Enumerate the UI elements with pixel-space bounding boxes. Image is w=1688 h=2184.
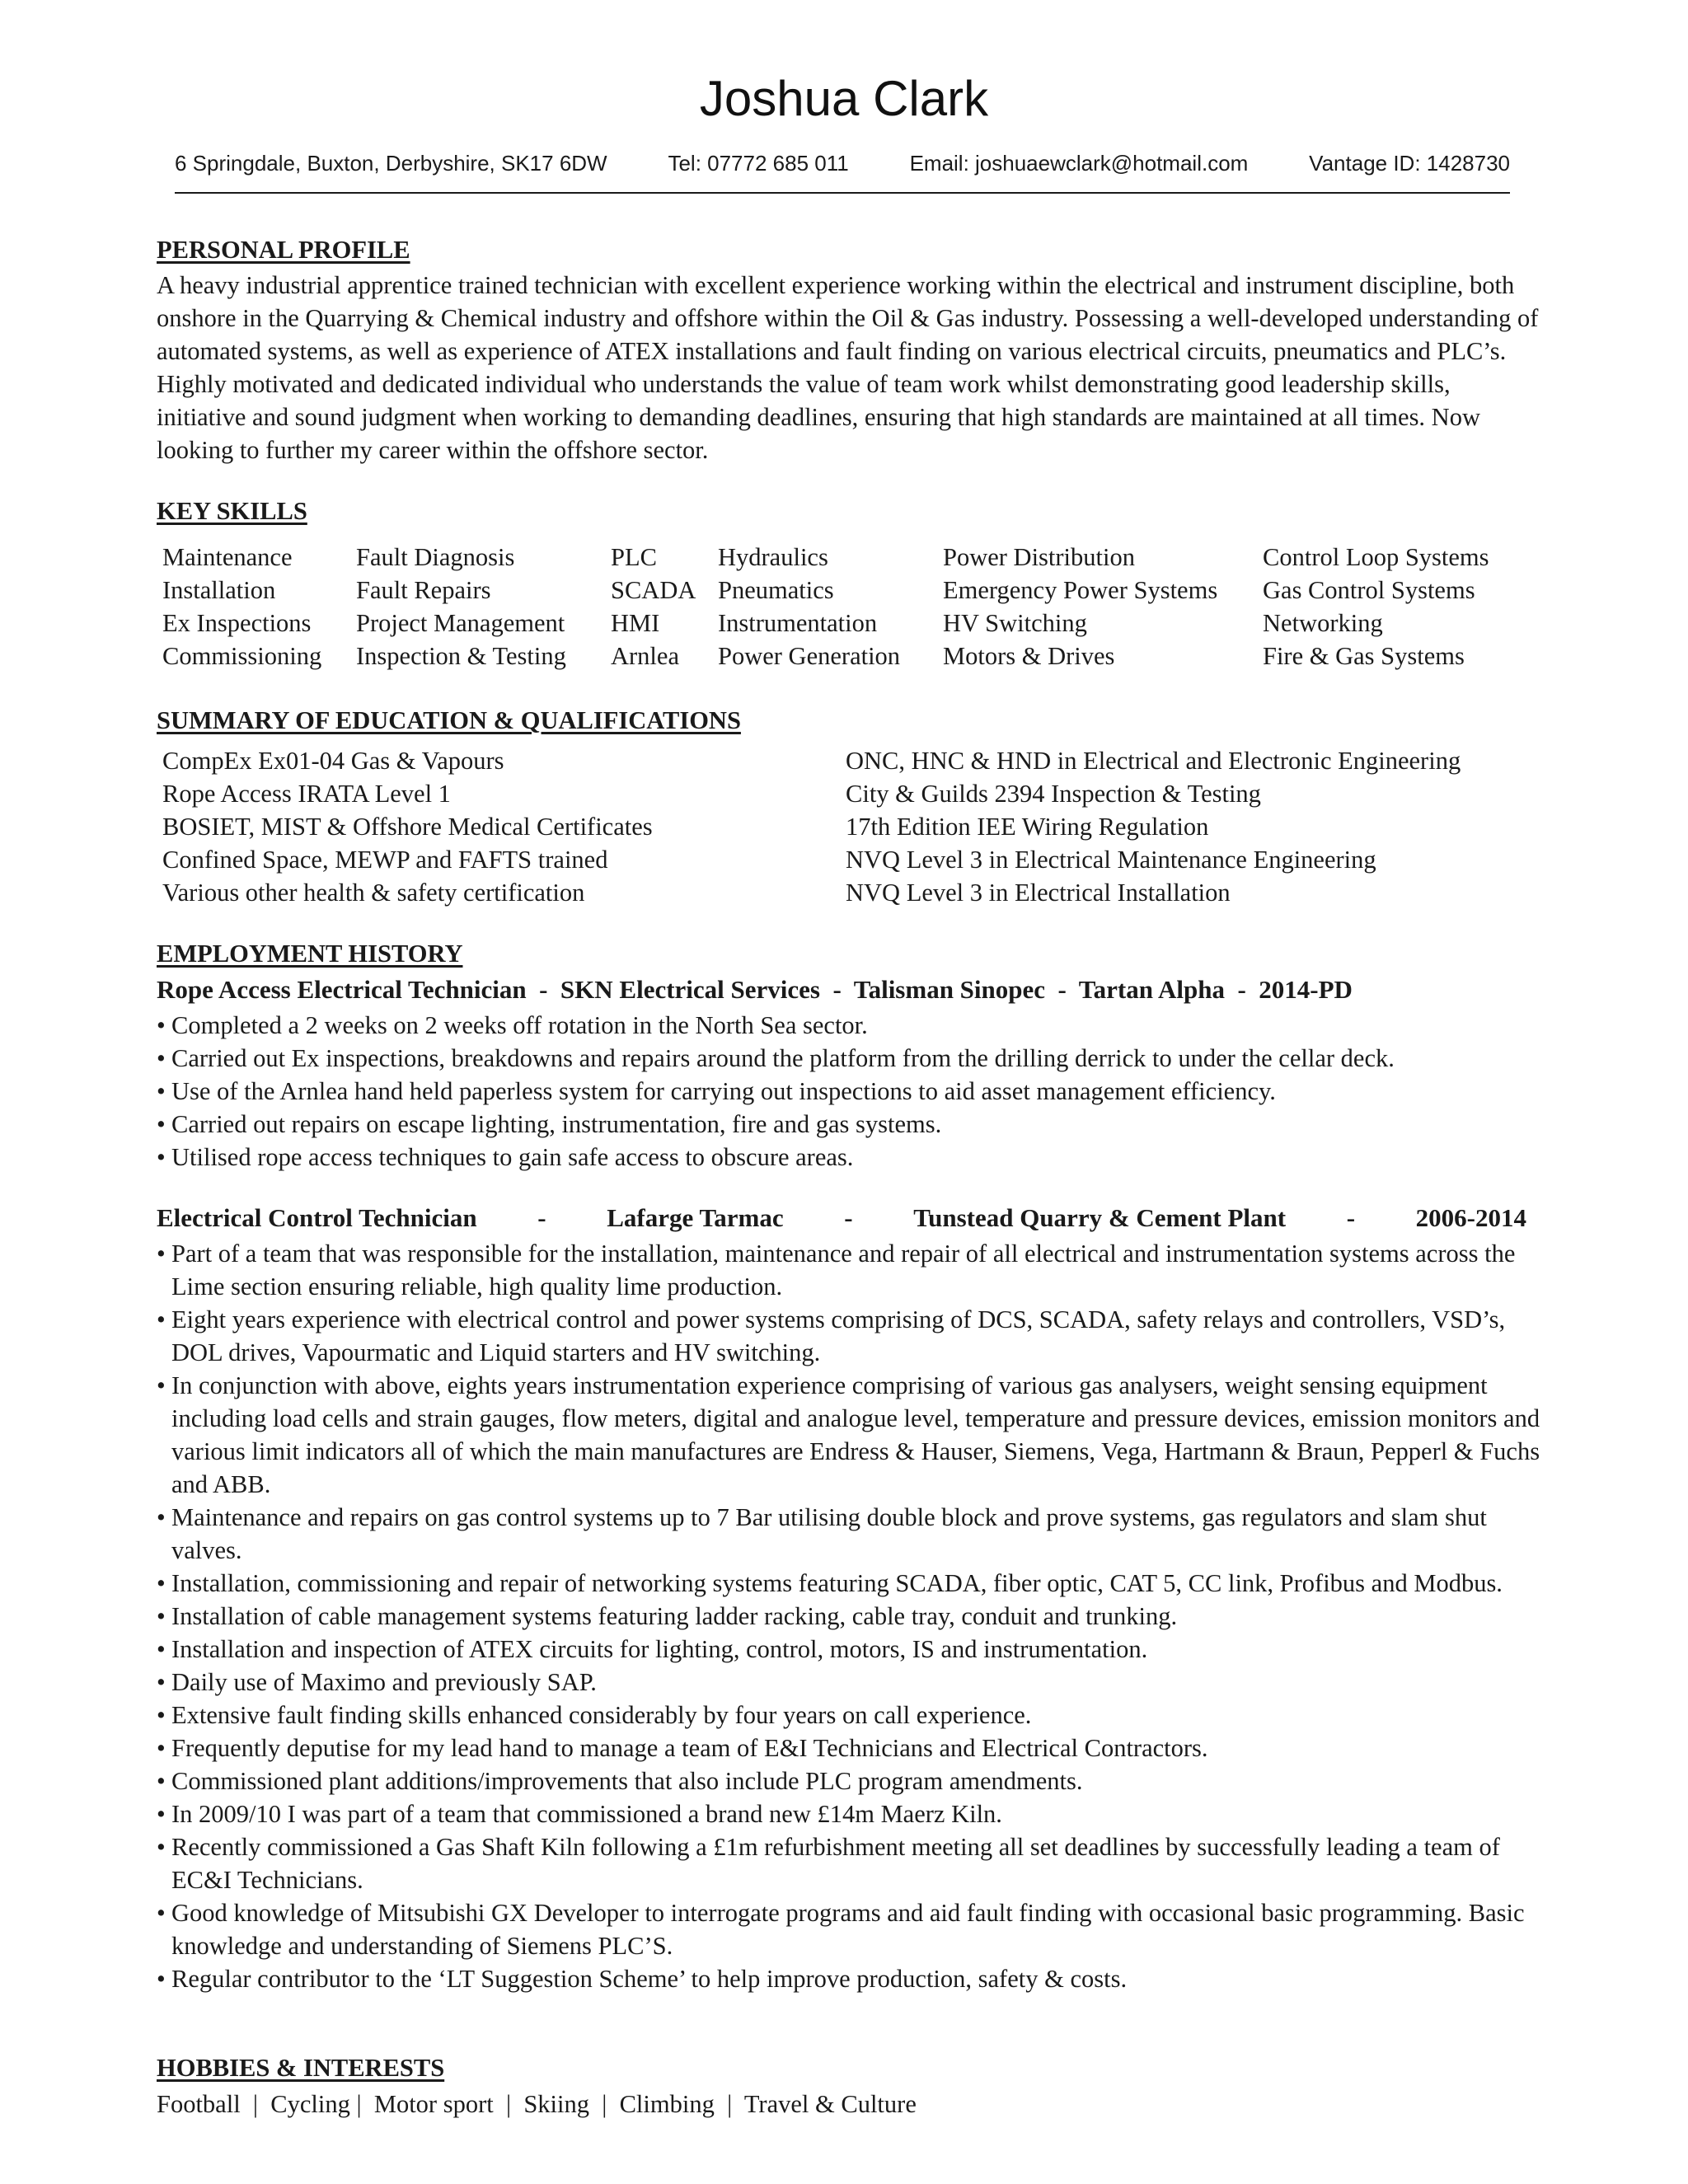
separator: - [1346, 1203, 1356, 1232]
skill-item: Power Distribution [943, 543, 1135, 571]
job-company: Lafarge Tarmac [607, 1203, 784, 1232]
list-item: • Installation of cable management systems featuring ladder racking, cable tray, conduit and trunking. [157, 1602, 1178, 1630]
skills-heading: KEY SKILLS [157, 497, 307, 525]
profile-text: A heavy industrial apprentice trained technician with excellent experience working within the electrical and instrument discipline, both onshore in the Quarrying & Chemical industry and offshore within the Oil & Gas industry. Possessing a well-developed understanding of automated systems, as well as experience of ATEX installations and fault finding on various electrical circuits, pneumatics and PLC’s. Highly motivated and dedicated individual who understands the value of team work whilst demonstrating good leadership skills, initiative and sound judgment when working to demanding deadlines, ensuring that high standards are maintained at all times. Now looking to further my career within the offshore sector. [157, 271, 1539, 464]
qualification-item: Confined Space, MEWP and FAFTS trained [162, 846, 608, 874]
skill-item: Installation [162, 576, 276, 604]
qualification-item: BOSIET, MIST & Offshore Medical Certificates [162, 813, 653, 841]
skill-item: PLC [611, 543, 657, 571]
skill-item: HMI [611, 609, 660, 637]
skill-item: Inspection & Testing [356, 642, 566, 670]
list-item: • Eight years experience with electrical control and power systems comprising of DCS, SCADA, safety relays and controllers, VSD’s, DOL drives, Vapourmatic and Liquid starters and HV switching. [157, 1305, 1506, 1366]
list-item: • In conjunction with above, eights years instrumentation experience comprising of various gas analysers, weight sensing equipment including load cells and strain gauges, flow meters, digital and analogue level, temperature and pressure devices, emission monitors and various limit indicators all of which the main manufactures are Endress & Hauser, Siemens, Vega, Hartmann & Braun, Pepperl & Fuchs and ABB. [157, 1371, 1540, 1498]
skill-item: Motors & Drives [943, 642, 1115, 670]
qualification-item: NVQ Level 3 in Electrical Maintenance Engineering [846, 846, 1376, 874]
skill-item: Arnlea [611, 642, 679, 670]
education-list-right [846, 744, 1461, 909]
job-title [157, 1202, 1526, 1235]
list-item: • Recently commissioned a Gas Shaft Kiln following a £1m refurbishment meeting all set deadlines by successfully leading a team of EC&I Technicians. [157, 1833, 1500, 1894]
header-divider [175, 192, 1510, 194]
skill-item: Power Generation [718, 642, 901, 670]
separator: - [537, 1203, 546, 1232]
list-item: • Utilised rope access techniques to gain safe access to obscure areas. [157, 1143, 854, 1171]
list-item: • Installation and inspection of ATEX circuits for lighting, control, motors, IS and instrumentation. [157, 1635, 1148, 1663]
contact-line [175, 147, 1510, 180]
address: 6 Springdale, Buxton, Derbyshire, SK17 6DW [175, 151, 607, 176]
skill-item: Project Management [356, 609, 565, 637]
list-item: • Carried out Ex inspections, breakdowns and repairs around the platform from the drilling derrick to under the cellar deck. [157, 1044, 1395, 1072]
job-title [157, 973, 1526, 1006]
employment-heading: EMPLOYMENT HISTORY [157, 940, 463, 968]
list-item: • Good knowledge of Mitsubishi GX Developer to interrogate programs and aid fault finding with occasional basic programming. Basic knowledge and understanding of Siemens PLC’S. [157, 1899, 1525, 1960]
skills-column [611, 541, 696, 673]
education-list-left [162, 744, 653, 909]
skill-item: Pneumatics [718, 576, 834, 604]
skills-column [162, 541, 321, 673]
skills-column [1263, 541, 1489, 673]
skill-item: Maintenance [162, 543, 293, 571]
profile-heading: PERSONAL PROFILE [157, 236, 410, 264]
list-item: • Use of the Arnlea hand held paperless system for carrying out inspections to aid asset management efficiency. [157, 1077, 1276, 1105]
skill-item: SCADA [611, 576, 696, 604]
hobbies-heading: HOBBIES & INTERESTS [157, 2054, 445, 2082]
list-item: • Completed a 2 weeks on 2 weeks off rotation in the North Sea sector. [157, 1011, 868, 1039]
skills-column [943, 541, 1217, 673]
list-item: • Part of a team that was responsible for the installation, maintenance and repair of all electrical and instrumentation systems across the Lime section ensuring reliable, high quality lime production. [157, 1240, 1516, 1301]
skills-column [356, 541, 566, 673]
list-item: • Maintenance and repairs on gas control systems up to 7 Bar utilising double block and prove systems, gas regulators and slam shut valves. [157, 1503, 1487, 1564]
qualification-item: City & Guilds 2394 Inspection & Testing [846, 780, 1261, 808]
job-bullets [157, 1009, 1558, 1174]
list-item: • Regular contributor to the ‘LT Suggestion Scheme’ to help improve production, safety & costs. [157, 1965, 1128, 1993]
skill-item: Fault Diagnosis [356, 543, 515, 571]
job-title-text: Rope Access Electrical Technician - SKN Electrical Services - Talisman Sinopec - Tartan Alpha - 2014-PD [157, 975, 1353, 1004]
list-item: • In 2009/10 I was part of a team that commissioned a brand new £14m Maerz Kiln. [157, 1800, 1002, 1828]
job-dates: 2006-2014 [1415, 1203, 1526, 1232]
skill-item: Commissioning [162, 642, 322, 670]
skill-item: Control Loop Systems [1263, 543, 1489, 571]
separator: - [844, 1203, 853, 1232]
job-bullets [157, 1237, 1558, 1995]
candidate-name: Joshua Clark [699, 71, 989, 126]
skill-item: Gas Control Systems [1263, 576, 1475, 604]
list-item: • Daily use of Maximo and previously SAP. [157, 1668, 597, 1696]
email: Email: joshuaewclark@hotmail.com [909, 151, 1249, 176]
skills-column [718, 541, 900, 673]
vantage-id: Vantage ID: 1428730 [1309, 151, 1510, 176]
skill-item: Instrumentation [718, 609, 878, 637]
skill-item: Fire & Gas Systems [1263, 642, 1465, 670]
skill-item: Ex Inspections [162, 609, 312, 637]
list-item: • Installation, commissioning and repair of networking systems featuring SCADA, fiber optic, CAT 5, CC link, Profibus and Modbus. [157, 1569, 1503, 1597]
qualification-item: Various other health & safety certification [162, 879, 585, 907]
skill-item: Emergency Power Systems [943, 576, 1218, 604]
qualification-item: CompEx Ex01-04 Gas & Vapours [162, 747, 504, 775]
qualification-item: ONC, HNC & HND in Electrical and Electronic Engineering [846, 747, 1461, 775]
job-role: Electrical Control Technician [157, 1203, 477, 1232]
skill-item: Networking [1263, 609, 1383, 637]
education-heading: SUMMARY OF EDUCATION & QUALIFICATIONS [157, 706, 741, 734]
job-site: Tunstead Quarry & Cement Plant [913, 1203, 1287, 1232]
telephone: Tel: 07772 685 011 [668, 151, 849, 176]
list-item: • Carried out repairs on escape lighting, instrumentation, fire and gas systems. [157, 1110, 942, 1138]
skill-item: Hydraulics [718, 543, 828, 571]
list-item: • Commissioned plant additions/improvements that also include PLC program amendments. [157, 1767, 1083, 1795]
list-item: • Frequently deputise for my lead hand to manage a team of E&I Technicians and Electrical Contractors. [157, 1734, 1208, 1762]
qualification-item: NVQ Level 3 in Electrical Installation [846, 879, 1231, 907]
skill-item: HV Switching [943, 609, 1087, 637]
qualification-item: 17th Edition IEE Wiring Regulation [846, 813, 1209, 841]
qualification-item: Rope Access IRATA Level 1 [162, 780, 451, 808]
skill-item: Fault Repairs [356, 576, 491, 604]
list-item: • Extensive fault finding skills enhanced considerably by four years on call experience. [157, 1701, 1032, 1729]
hobbies-text: Football | Cycling | Motor sport | Skiing | Climbing | Travel & Culture [157, 2090, 917, 2118]
